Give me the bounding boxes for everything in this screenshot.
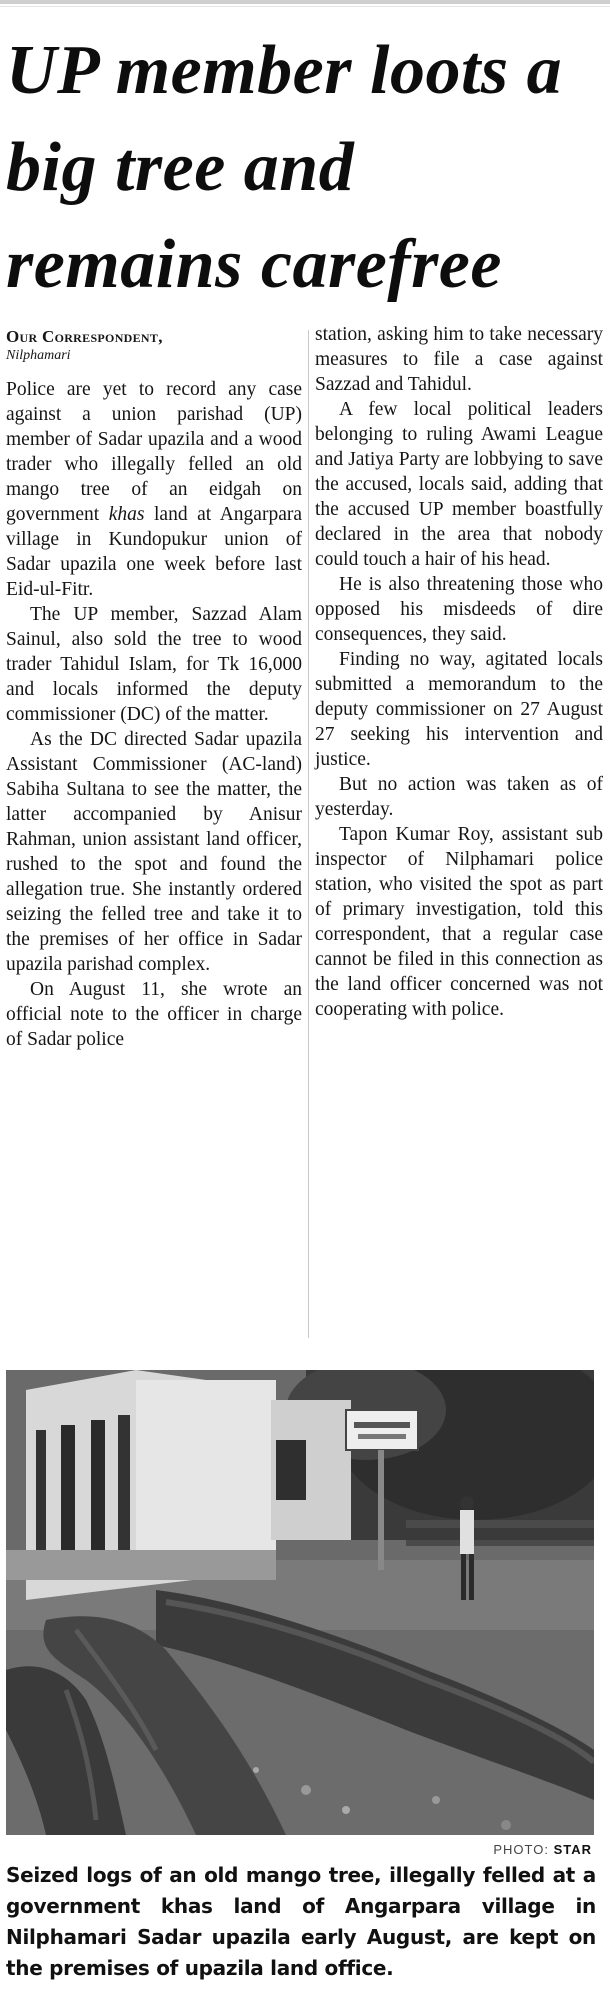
paragraph: On August 11, she wrote an official note to the officer in charge of Sadar police	[6, 979, 302, 1050]
paragraph: He is also threatening those who opposed his misdeeds of dire consequences, they said.	[315, 574, 603, 645]
photo-credit: PHOTO: STAR	[493, 1842, 592, 1857]
paragraph: Police are yet to record any case against a union parishad (UP) member of Sadar upazila and a wood trader who illegally felled an old mango tree of an eidgah on government khas land at Angarpara village in Kundopukur union of Sadar upazila one week before last Eid-ul-Fitr.	[6, 379, 302, 600]
paragraph: station, asking him to take necessary measures to file a case against Sazzad and Tahidul.	[315, 324, 603, 395]
article-column-left	[6, 328, 302, 1052]
byline-location: Nilphamari	[6, 348, 71, 363]
paragraph: Tapon Kumar Roy, assistant sub inspector of Nilphamari police station, who visited the spot as part of primary investigation, told this correspondent, that a regular case cannot be filed in this connection as the land officer concerned was not cooperating with police.	[315, 824, 603, 1020]
paragraph: Finding no way, agitated locals submitted a memorandum to the deputy commissioner on 27 August 27 seeking his intervention and justice.	[315, 649, 603, 770]
paragraph: But no action was taken as of yesterday.	[315, 774, 603, 820]
top-rule	[0, 0, 610, 4]
article-column-right	[315, 322, 603, 1022]
column-divider	[308, 330, 309, 1338]
paragraph: As the DC directed Sadar upazila Assistant Commissioner (AC-land) Sabiha Sultana to see the matter, the latter accompanied by Anisur Rahman, union assistant land officer, rushed to the spot and found the allegation true. She instantly ordered seizing the felled tree and take it to the premises of her office in Sadar upazila parishad complex.	[6, 729, 302, 975]
paragraph: A few local political leaders belonging to ruling Awami League and Jatiya Party are lobbying to save the accused, locals said, adding that the accused UP member boastfully declared in the area that nobody could touch a hair of his head.	[315, 399, 603, 570]
top-rule-thin	[0, 6, 610, 7]
photo-caption: Seized logs of an old mango tree, illegally felled at a government khas land of Angarpara village in Nilphamari Sadar upazila early August, are kept on the premises of upazila land office.	[6, 1863, 596, 1980]
byline-author: Our Correspondent,	[6, 327, 163, 346]
photo-illustration	[6, 1370, 594, 1835]
headline: UP member loots a big tree and remains carefree	[6, 32, 563, 303]
news-photo	[6, 1370, 594, 1835]
paragraph: The UP member, Sazzad Alam Sainul, also sold the tree to wood trader Tahidul Islam, for Tk 16,000 and locals informed the deputy commissioner (DC) of the matter.	[6, 604, 302, 725]
